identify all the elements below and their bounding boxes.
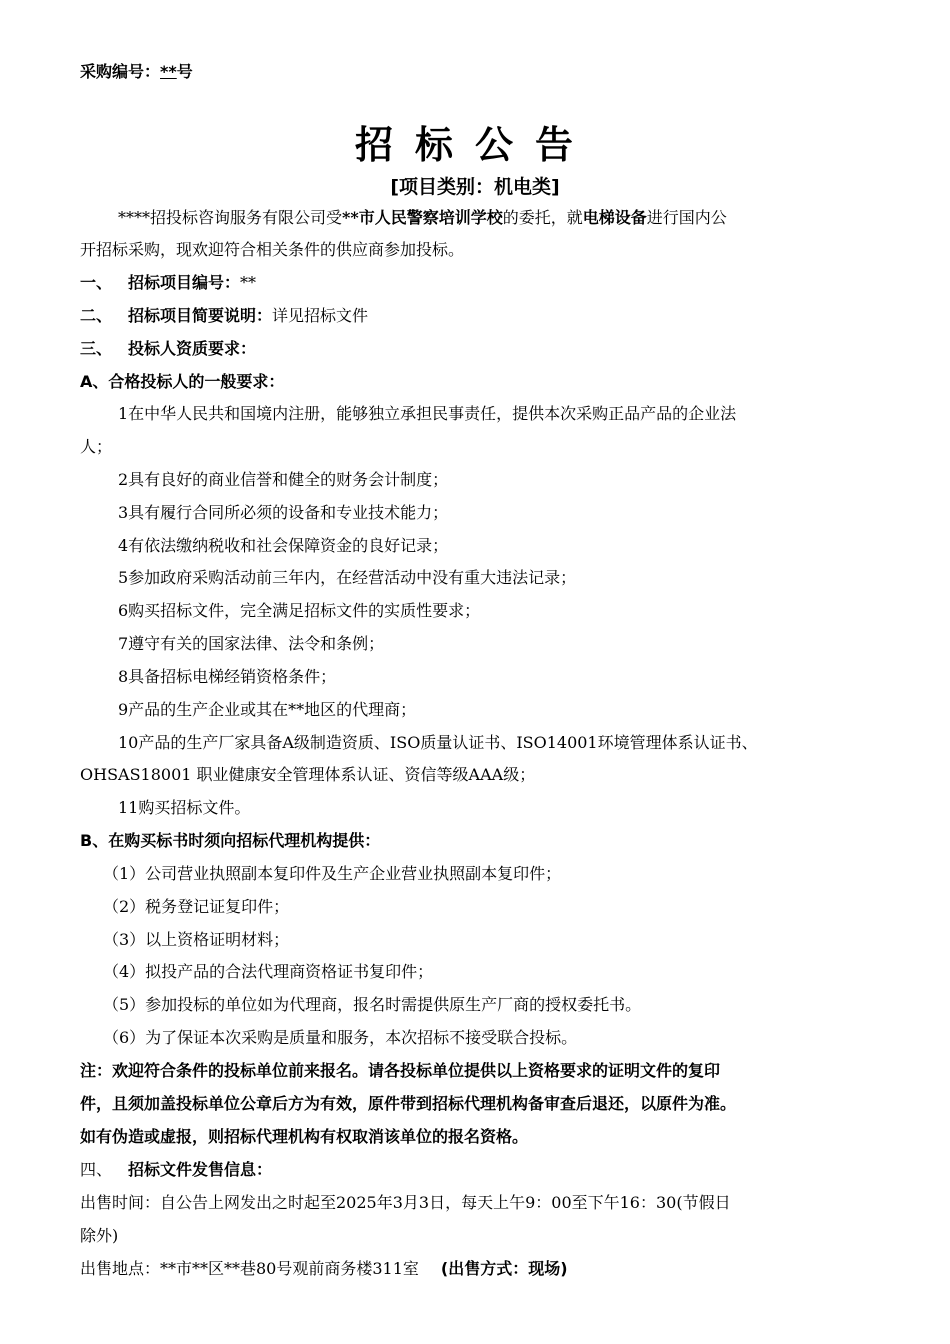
intro-text: 的委托，就 — [502, 208, 583, 227]
part-a-item-5: 5参加政府采购活动前三年内，在经营活动中没有重大违法记录； — [118, 568, 577, 587]
section-2-num: 二、 — [80, 306, 113, 325]
section-2-value: 详见招标文件 — [272, 306, 369, 325]
part-a-item-10-cont: OHSAS18001 职业健康安全管理体系认证、资信等级AAA级； — [80, 765, 536, 784]
sale-method: (出售方式：现场) — [440, 1259, 568, 1278]
intro-line-2: 开招标采购，现欢迎符合相关条件的供应商参加投标。 — [80, 240, 465, 259]
part-a-item-1: 1在中华人民共和国境内注册，能够独立承担民事责任，提供本次采购正品产品的企业法 — [118, 404, 737, 423]
section-4-num: 四、 — [80, 1160, 113, 1179]
section-1-label: 招标项目编号： — [128, 273, 241, 292]
procurement-number-suffix: 号 — [176, 62, 193, 81]
sale-time-line-2: 除外) — [80, 1226, 119, 1245]
intro-agency: ****招投标咨询服务有限公司受 — [118, 208, 343, 227]
part-a-item-3: 3具有履行合同所必须的设备和专业技术能力； — [118, 503, 449, 522]
section-1-value: ** — [240, 273, 257, 292]
part-a-title: A、合格投标人的一般要求： — [80, 372, 285, 391]
sale-place-line — [80, 1259, 880, 1279]
part-a-item-6: 6购买招标文件，完全满足招标文件的实质性要求； — [118, 601, 481, 620]
part-a-item-7: 7遵守有关的国家法律、法令和条例； — [118, 634, 385, 653]
section-4 — [80, 1160, 880, 1180]
part-b-item-2: （2）税务登记证复印件； — [103, 897, 290, 916]
intro-client: **市人民警察培训学校 — [342, 208, 503, 227]
part-a-item-8: 8具备招标电梯经销资格条件； — [118, 667, 337, 686]
intro-text-end: 进行国内公 — [646, 208, 727, 227]
part-a-item-11: 11购买招标文件。 — [118, 798, 251, 817]
sale-place: 出售地点：**市**区**巷80号观前商务楼311室 — [80, 1259, 419, 1278]
section-2-label: 招标项目简要说明： — [128, 306, 273, 325]
section-1 — [80, 273, 880, 293]
part-b-item-3: （3）以上资格证明材料； — [103, 930, 290, 949]
section-4-label: 招标文件发售信息： — [128, 1160, 273, 1179]
part-a-item-1-cont: 人； — [80, 437, 113, 456]
part-a-item-4: 4有依法缴纳税收和社会保障资金的良好记录； — [118, 536, 449, 555]
sale-time-line-1: 出售时间：自公告上网发出之时起至2025年3月3日，每天上午9：00至下午16：30(节假日 — [80, 1193, 731, 1212]
section-3-num: 三、 — [80, 339, 113, 358]
note-line-2: 件，且须加盖投标单位公章后方为有效，原件带到招标代理机构备审查后退还，以原件为准。 — [80, 1094, 737, 1113]
procurement-number-value: ** — [160, 62, 177, 81]
section-2 — [80, 306, 880, 326]
note-line-3: 如有伪造或虚报，则招标代理机构有权取消该单位的报名资格。 — [80, 1127, 529, 1146]
part-b-item-1: （1）公司营业执照副本复印件及生产企业营业执照副本复印件； — [103, 864, 562, 883]
intro-item: 电梯设备 — [582, 208, 647, 227]
procurement-number — [80, 62, 880, 82]
part-b-item-6: （6）为了保证本次采购是质量和服务，本次招标不接受联合投标。 — [103, 1028, 578, 1047]
part-a-item-10: 10产品的生产厂家具备A级制造资质、ISO质量认证书、ISO14001环境管理体系认证书、 — [118, 733, 758, 752]
part-b-item-5: （5）参加投标的单位如为代理商，报名时需提供原生产厂商的授权委托书。 — [103, 995, 642, 1014]
intro-line-1 — [118, 208, 880, 228]
procurement-number-label: 采购编号： — [80, 62, 161, 81]
document-title: 招标公告 — [354, 122, 595, 167]
section-1-num: 一、 — [80, 273, 113, 292]
note-line-1: 注：欢迎符合条件的投标单位前来报名。请各投标单位提供以上资格要求的证明文件的复印 — [80, 1061, 721, 1080]
part-a-item-2: 2具有良好的商业信誉和健全的财务会计制度； — [118, 470, 449, 489]
section-3-label: 投标人资质要求： — [128, 339, 257, 358]
project-category: [项目类别：机电类] — [390, 176, 560, 198]
part-b-item-4: （4）拟投产品的合法代理商资格证书复印件； — [103, 962, 434, 981]
part-a-item-9: 9产品的生产企业或其在**地区的代理商； — [118, 700, 417, 719]
section-3 — [80, 339, 880, 359]
part-b-title: B、在购买标书时须向招标代理机构提供： — [80, 831, 381, 850]
